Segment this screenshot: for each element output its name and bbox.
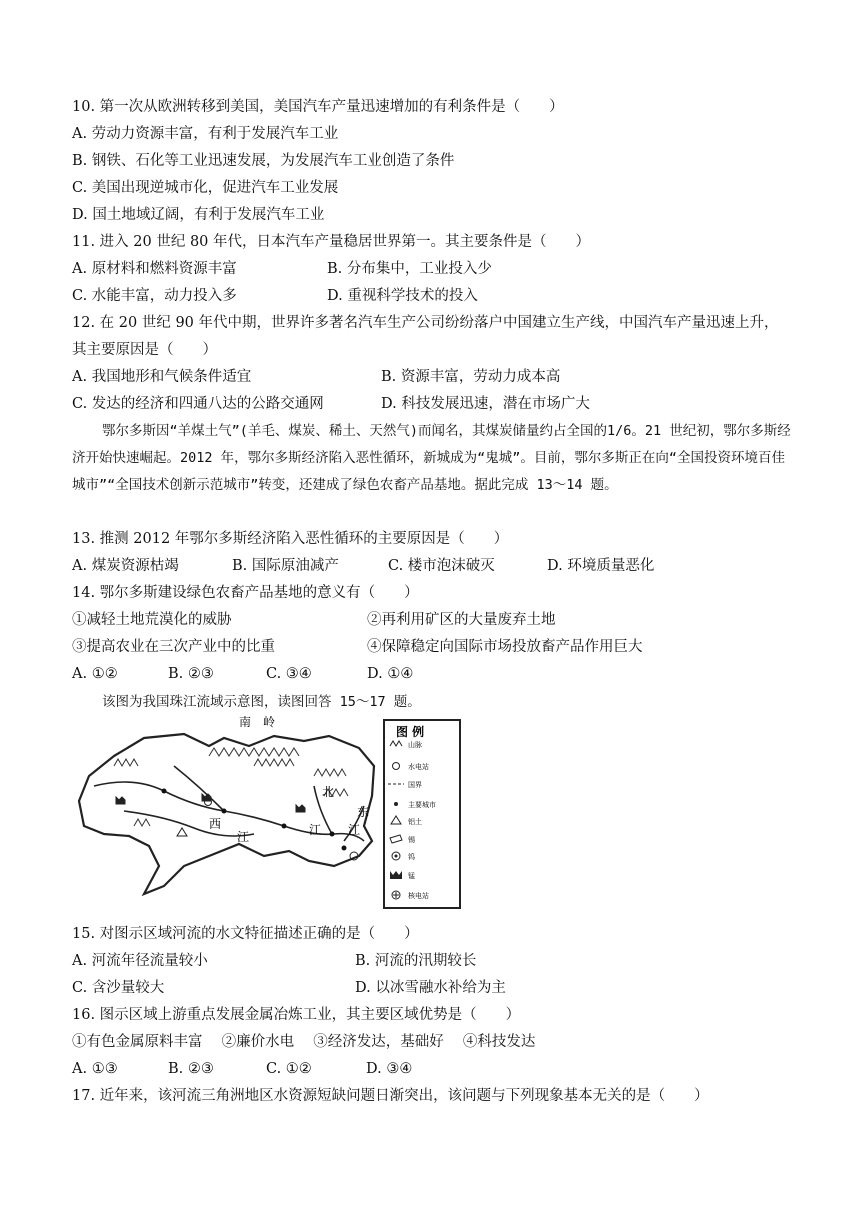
q14-option-d: D. ①④ (367, 666, 414, 682)
q10-option-b: B. 钢铁、石化等工业迅速发展，为发展汽车工业创造了条件 (72, 153, 455, 169)
q16-option-b: B. ②③ (168, 1061, 214, 1077)
q15-stem: 15. 对图示区域河流的水文特征描述正确的是（ ） (72, 926, 419, 942)
q15-option-d: D. 以冰雪融水补给为主 (355, 980, 506, 996)
q11-stem: 11. 进入 20 世纪 80 年代，日本汽车产量稳居世界第一。其主要条件是（ ） (72, 234, 591, 250)
q12-stem-line2: 其主要原因是（ ） (72, 342, 217, 358)
passage-pearl-river: 该图为我国珠江流域示意图，读图回答 15～17 题。 (102, 694, 421, 710)
q17-stem: 17. 近年来，该河流三角洲地区水资源短缺问题日渐突出，该问题与下列现象基本无关的是（ ） (72, 1088, 709, 1104)
map-label-xi: 西 (209, 817, 222, 831)
q14-stem: 14. 鄂尔多斯建设绿色农畜产品基地的意义有（ ） (72, 585, 419, 601)
q12-option-a: A. 我国地形和气候条件适宜 (72, 369, 252, 385)
q15-option-b: B. 河流的汛期较长 (355, 953, 477, 969)
q14-option-a: A. ①② (72, 666, 118, 682)
legend-nuclear: 核电站 (408, 892, 429, 900)
q13-option-d: D. 环境质量恶化 (547, 558, 655, 574)
legend-city: 主要城市 (408, 801, 436, 809)
map-label-jiang-3: 江 (348, 823, 361, 837)
map-label-bei: 北 (322, 785, 335, 799)
q16-stem: 16. 图示区域上游重点发展金属冶炼工业，其主要区域优势是（ ） (72, 1007, 521, 1023)
q14-statement-1: ①减轻土地荒漠化的威胁 (72, 612, 232, 628)
q11-option-d: D. 重视科学技术的投入 (327, 288, 478, 304)
map-label-jiang-1: 江 (237, 830, 250, 844)
q12-option-d: D. 科技发展迅速，潜在市场广大 (381, 396, 590, 412)
q13-option-b: B. 国际原油减产 (232, 558, 339, 574)
map-label-dong: 东 (357, 805, 370, 819)
q13-option-c: C. 楼市泡沫破灭 (388, 558, 495, 574)
legend-mountain: 山脉 (408, 741, 422, 749)
q14-option-b: B. ②③ (168, 666, 214, 682)
q16-option-c: C. ①② (266, 1061, 312, 1077)
legend-tin: 锡 (408, 836, 415, 844)
q10-option-c: C. 美国出现逆城市化，促进汽车工业发展 (72, 180, 339, 196)
legend-border: 国界 (408, 781, 422, 789)
q10-option-d: D. 国土地域辽阔，有利于发展汽车工业 (72, 207, 325, 223)
q14-option-c: C. ③④ (266, 666, 312, 682)
q11-option-b: B. 分布集中，工业投入少 (327, 261, 492, 277)
legend-bauxite: 铝土 (408, 818, 422, 826)
pearl-river-basin-map (74, 716, 462, 910)
q16-statements: ①有色金属原料丰富 ②廉价水电 ③经济发达，基础好 ④科技发达 (72, 1034, 536, 1050)
q13-stem: 13. 推测 2012 年鄂尔多斯经济陷入恶性循环的主要原因是（ ） (72, 531, 509, 547)
q16-option-a: A. ①③ (72, 1061, 118, 1077)
q12-stem-line1: 12. 在 20 世纪 90 年代中期，世界许多著名汽车生产公司纷纷落户中国建立生产线，中国汽车产量迅速上升， (72, 315, 779, 331)
q15-option-c: C. 含沙量较大 (72, 980, 165, 996)
q14-statement-4: ④保障稳定向国际市场投放畜产品作用巨大 (367, 639, 643, 655)
q10-stem: 10. 第一次从欧洲转移到美国，美国汽车产量迅速增加的有利条件是（ ） (72, 99, 564, 115)
q11-option-c: C. 水能丰富，动力投入多 (72, 288, 237, 304)
passage-ordos: 鄂尔多斯因“羊煤土气”(羊毛、煤炭、稀土、天然气)而闻名，其煤炭储量约占全国的1/6。21 世纪初，鄂尔多斯经济开始快速崛起。2012 年，鄂尔多斯经济陷入恶性循环，新城成为“鬼城”。目前，鄂尔多斯正在向“全国投资环境百佳城市”“全国技术创新示范城市”转变，还建成了绿色农畜产品基地。据此完成 13～14 题。 (72, 423, 791, 493)
q11-option-a: A. 原材料和燃料资源丰富 (72, 261, 237, 277)
q15-option-a: A. 河流年径流量较小 (72, 953, 208, 969)
q13-option-a: A. 煤炭资源枯竭 (72, 558, 179, 574)
q16-option-d: D. ③④ (366, 1061, 413, 1077)
legend-hydropower: 水电站 (408, 763, 429, 771)
q14-statement-3: ③提高农业在三次产业中的比重 (72, 639, 275, 655)
map-label-nanling: 南 岭 (239, 716, 276, 729)
q14-statement-2: ②再利用矿区的大量废弃土地 (367, 612, 556, 628)
map-label-jiang-2: 江 (309, 823, 322, 837)
q12-option-b: B. 资源丰富，劳动力成本高 (381, 369, 561, 385)
legend-tungsten: 钨 (408, 853, 415, 861)
legend-manganese: 锰 (408, 872, 415, 880)
map-legend-title: 图 例 (396, 725, 425, 739)
q12-option-c: C. 发达的经济和四通八达的公路交通网 (72, 396, 324, 412)
q10-option-a: A. 劳动力资源丰富，有利于发展汽车工业 (72, 126, 339, 142)
